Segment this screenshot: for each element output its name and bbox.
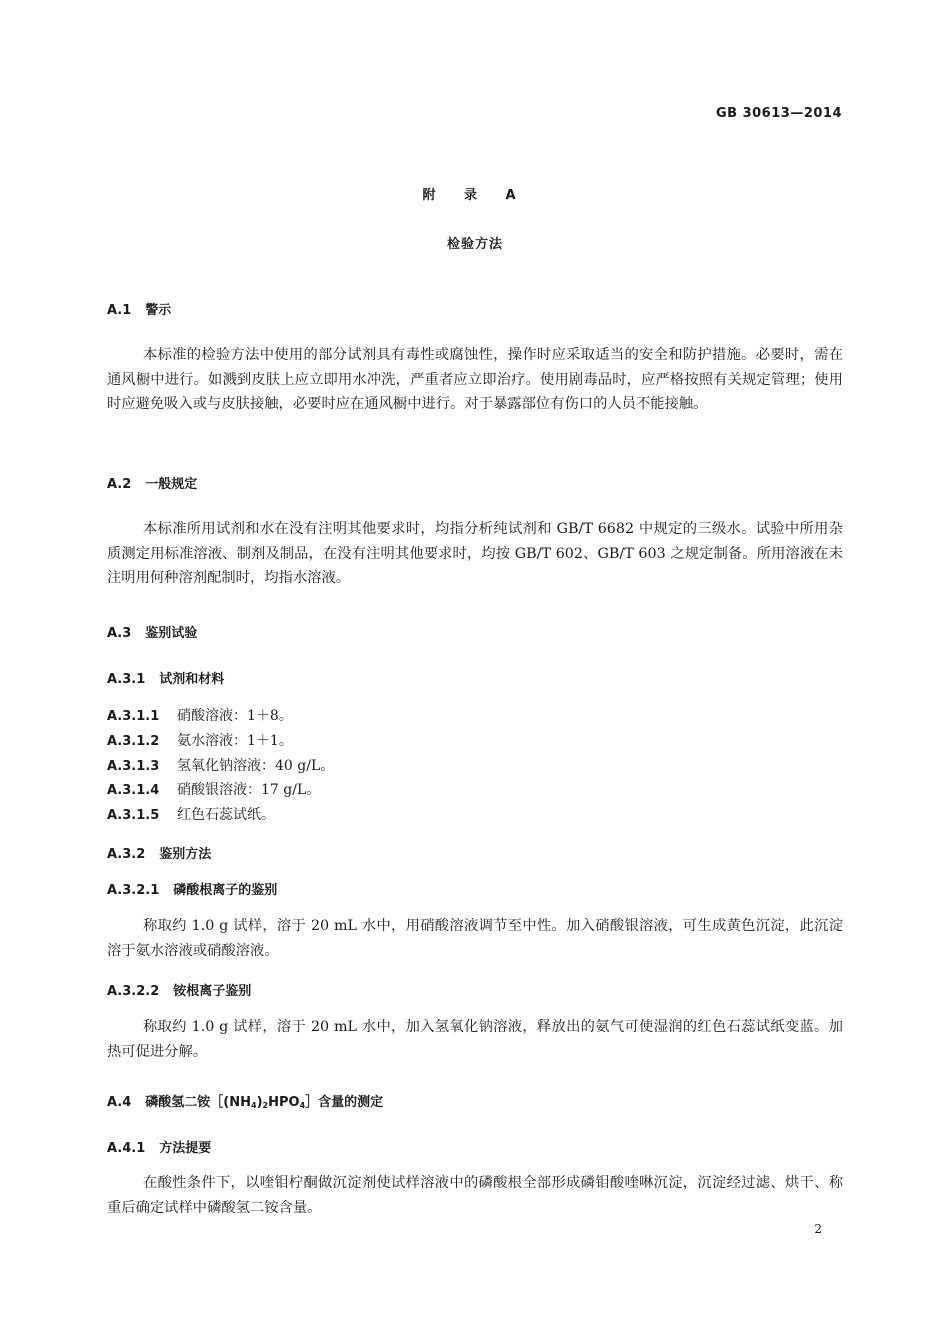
- list-item: [107, 730, 293, 750]
- paragraph-ammonium-test: 称取约 1.0 g 试样，溶于 20 mL 水中，加入氢氧化钠溶液，释放出的氨气可使湿润的红色石蕊试纸变蓝。加热可促进分解。: [107, 1019, 843, 1060]
- section-heading-a1: [107, 299, 171, 318]
- list-item: [107, 779, 320, 799]
- section-number: A.3.2.1: [107, 883, 160, 898]
- section-title-part: ］含量的测定: [305, 1095, 384, 1110]
- section-number: A.3: [107, 626, 132, 641]
- paragraph-general: 本标准所用试剂和水在没有注明其他要求时，均指分析纯试剂和 GB/T 6682 中规定的三级水。试验中所用杂质测定用标准溶液、制剂及制品，在没有注明其他要求时，均按 GB/T 602、GB/T 603 之规定制备。所用溶液在未注明用何种溶剂配制时，均指水溶液。: [107, 521, 843, 586]
- section-title: 方法提要: [159, 1141, 212, 1156]
- subscript: 4: [299, 1101, 306, 1110]
- appendix-label: 附 录 A: [422, 188, 528, 203]
- list-item: [107, 755, 334, 775]
- section-number: A.2: [107, 477, 132, 492]
- section-number: A.4: [107, 1095, 132, 1110]
- section-title-part: 磷酸氢二铵［(NH: [145, 1095, 251, 1110]
- section-title: 鉴别方法: [159, 847, 212, 862]
- section-number: A.4.1: [107, 1141, 146, 1156]
- section-number: A.1: [107, 303, 132, 318]
- section-title-part: HPO: [268, 1095, 300, 1110]
- section-heading-a3: [107, 622, 197, 641]
- section-heading-a2: [107, 473, 197, 492]
- subscript: 2: [262, 1101, 269, 1110]
- section-number: A.3.2: [107, 847, 146, 862]
- list-item: [107, 705, 293, 725]
- section-heading-a32: [107, 843, 211, 862]
- section-title: 一般规定: [145, 477, 198, 492]
- section-title: 铵根离子鉴别: [173, 984, 252, 999]
- section-heading-a322: [107, 980, 251, 999]
- section-title: 鉴别试验: [145, 626, 198, 641]
- section-heading-a4: [107, 1091, 383, 1110]
- section-title: 试剂和材料: [159, 672, 225, 687]
- list-item: [107, 804, 275, 824]
- paragraph-phosphate-test: 称取约 1.0 g 试样，溶于 20 mL 水中，用硝酸溶液调节至中性。加入硝酸银溶液，可生成黄色沉淀，此沉淀溶于氨水溶液或硝酸溶液。: [107, 918, 843, 959]
- item-number: A.3.1.5: [107, 808, 160, 823]
- paragraph-method-summary: 在酸性条件下，以喹钼柠酮做沉淀剂使试样溶液中的磷酸根全部形成磷钼酸喹啉沉淀，沉淀经过滤、烘干、称重后确定试样中磷酸氢二铵含量。: [107, 1175, 843, 1216]
- section-heading-a321: [107, 879, 277, 898]
- item-number: A.3.1.2: [107, 734, 160, 749]
- section-number: A.3.1: [107, 672, 146, 687]
- item-number: A.3.1.1: [107, 709, 160, 724]
- item-number: A.3.1.3: [107, 759, 160, 774]
- section-heading-a31: [107, 668, 224, 687]
- section-title: 磷酸根离子的鉴别: [173, 883, 278, 898]
- item-text: 红色石蕊试纸。: [177, 807, 275, 823]
- document-title: 检验方法: [446, 237, 503, 252]
- paragraph-warning: 本标准的检验方法中使用的部分试剂具有毒性或腐蚀性，操作时应采取适当的安全和防护措施。必要时，需在通风橱中进行。如溅到皮肤上应立即用水冲洗，严重者应立即治疗。使用剧毒品时，应严格按照有关规定管理；使用时应避免吸入或与皮肤接触，必要时应在通风橱中进行。对于暴露部位有伤口的人员不能接触。: [107, 347, 843, 412]
- item-text: 氢氧化钠溶液：40 g/L。: [177, 758, 335, 774]
- standard-number: GB 30613—2014: [715, 106, 842, 121]
- item-number: A.3.1.4: [107, 783, 160, 798]
- page-number: 2: [814, 1222, 822, 1236]
- item-text: 硝酸银溶液：17 g/L。: [177, 782, 321, 798]
- section-heading-a41: [107, 1137, 211, 1156]
- subscript: 4: [251, 1101, 257, 1110]
- item-text: 硝酸溶液：1＋8。: [177, 708, 293, 724]
- item-text: 氨水溶液：1＋1。: [177, 733, 293, 749]
- section-title: 警示: [145, 303, 172, 318]
- section-title-part: ): [256, 1095, 263, 1110]
- section-number: A.3.2.2: [107, 984, 160, 999]
